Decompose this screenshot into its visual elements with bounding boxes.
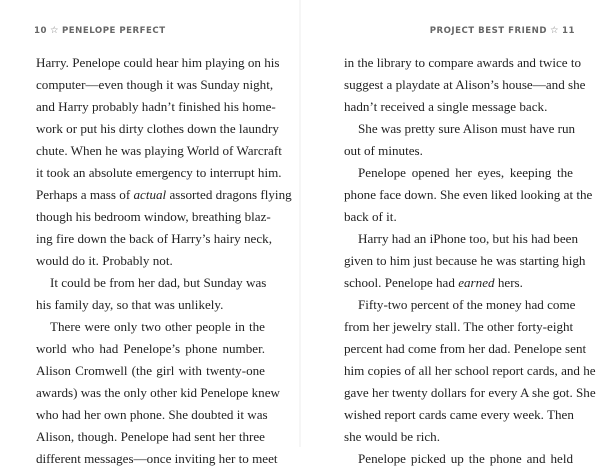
line-text: chute. When he was playing World of Warcraft (36, 143, 282, 158)
left-text-line (36, 228, 272, 250)
line-text: suggest a playdate at Alison’s house—and she (344, 77, 586, 92)
line-text: percent had come from her dad. Penelope sent (344, 341, 587, 356)
line-text: There were only two other people in the (50, 319, 265, 334)
left-text-block (36, 52, 292, 470)
right-text-line (344, 360, 596, 382)
right-text-line (344, 74, 586, 96)
right-text-line (344, 206, 573, 228)
line-text: world who had Penelope’s phone number. (36, 341, 265, 356)
line-text: would do it. Probably not. (36, 253, 173, 268)
line-text: back of it. (344, 209, 397, 224)
left-page-number: 10 (34, 26, 47, 36)
line-text: Fifty-two percent of the money had come (358, 297, 576, 312)
line-text: phone face down. She even liked looking at the (344, 187, 593, 202)
right-text-line (344, 184, 593, 206)
line-text: hadn’t received a single message back. (344, 99, 548, 114)
line-text: Perhaps a mass of (36, 187, 134, 202)
left-text-line (36, 74, 274, 96)
right-text-line (344, 382, 596, 404)
left-text-line (36, 316, 265, 338)
italic-word: earned (458, 275, 495, 290)
line-text: in the library to compare awards and twice to (344, 55, 582, 70)
left-page (0, 0, 300, 466)
line-text: computer—even though it was Sunday night, (36, 77, 274, 92)
left-text-line (36, 140, 282, 162)
left-text-line (36, 360, 265, 382)
line-text: his family day, so that was unlikely. (36, 297, 224, 312)
right-text-line (344, 52, 582, 74)
left-text-line (36, 404, 268, 426)
left-text-line (36, 96, 276, 118)
right-text-line (344, 272, 573, 294)
right-text-line (344, 140, 573, 162)
right-text-line (344, 250, 586, 272)
line-text: Harry had an iPhone too, but his had been (358, 231, 578, 246)
line-text: from her jewelry stall. The other forty-eight (344, 319, 574, 334)
line-text: him copies of all her school report cards, and he (344, 363, 596, 378)
line-text: it took an absolute emergency to interrupt him. (36, 165, 282, 180)
line-text: wished report cards came every week. Then (344, 407, 574, 422)
line-text: she would be rich. (344, 429, 440, 444)
line-text: ing fire down the back of Harry’s hairy neck, (36, 231, 272, 246)
line-text: school. Penelope had (344, 275, 459, 290)
left-text-line (36, 184, 292, 206)
line-text: Alison Cromwell (the girl with twenty-one (36, 363, 265, 378)
line-text: work or put his dirty clothes down the laundry (36, 121, 279, 136)
left-text-line (36, 52, 280, 74)
left-text-line (36, 118, 279, 140)
line-text: out of minutes. (344, 143, 423, 158)
left-text-line (36, 338, 265, 360)
right-page (300, 0, 600, 466)
line-text: Alison, though. Penelope had sent her three (36, 429, 265, 444)
left-text-line (36, 206, 271, 228)
line-text: though his bedroom window, breathing blaz- (36, 209, 271, 224)
right-text-line (344, 118, 576, 140)
line-text: and Harry probably hadn’t finished his home- (36, 99, 276, 114)
line-text: Harry. Penelope could hear him playing on his (36, 55, 280, 70)
right-text-line (344, 96, 573, 118)
left-text-line (36, 272, 265, 294)
line-text: It could be from her dad, but Sunday was (50, 275, 267, 290)
left-running-head (34, 25, 166, 37)
line-text: different messages—once inviting her to meet (36, 451, 278, 466)
right-text-line (344, 294, 576, 316)
left-text-line (36, 448, 278, 470)
left-running-title: PENELOPE PERFECT (62, 26, 166, 36)
right-page-number: 11 (562, 26, 575, 36)
italic-word: actual (133, 187, 167, 202)
line-text: awards) was the only other kid Penelope knew (36, 385, 280, 400)
right-running-title: PROJECT BEST FRIEND (429, 26, 547, 36)
line-text: assorted dragons flying (166, 187, 292, 202)
line-text: gave her twenty dollars for every A she got. She (344, 385, 596, 400)
line-text: given to him just because he was starting high (344, 253, 586, 268)
right-text-line (344, 404, 573, 426)
line-text: Penelope opened her eyes, keeping the (358, 165, 573, 180)
line-text: Penelope picked up the phone and held (358, 451, 573, 466)
right-running-head (430, 25, 575, 37)
left-text-line (36, 162, 282, 184)
right-text-line (344, 448, 573, 470)
right-text-line (344, 162, 573, 184)
left-text-line (36, 426, 265, 448)
right-text-line (344, 228, 578, 250)
right-text-block (344, 52, 596, 470)
line-text: She was pretty sure Alison must have run (358, 121, 576, 136)
line-text: who had her own phone. She doubted it was (36, 407, 268, 422)
left-text-line (36, 250, 265, 272)
left-text-line (36, 382, 280, 404)
left-text-line (36, 294, 265, 316)
star-icon: ☆ (49, 25, 59, 36)
right-text-line (344, 426, 573, 448)
line-text: hers. (494, 275, 523, 290)
right-text-line (344, 338, 587, 360)
right-text-line (344, 316, 573, 338)
star-icon: ☆ (550, 25, 560, 36)
